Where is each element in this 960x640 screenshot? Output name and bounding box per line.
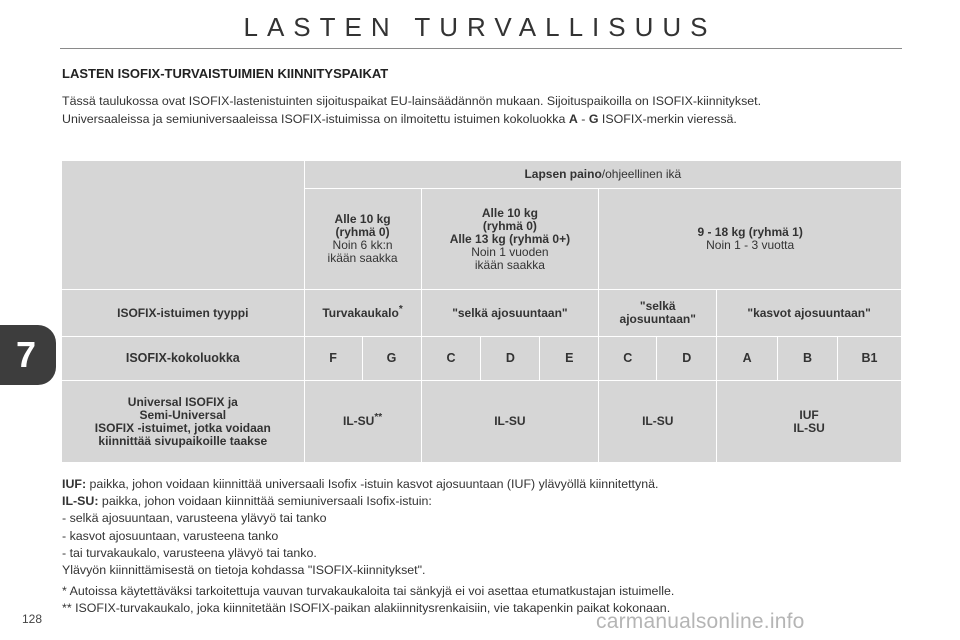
mass-group-line: 9 - 18 kg (ryhmä 1) xyxy=(697,225,803,239)
size-class-g: G xyxy=(588,112,599,126)
note-iuf xyxy=(62,476,912,493)
weight-header-cell xyxy=(304,161,901,189)
universal-cell-line: IL-SU xyxy=(793,420,825,435)
mass-group-2-cell xyxy=(599,189,902,290)
mass-group-line: Noin 1 - 3 vuotta xyxy=(706,238,795,252)
watermark: carmanualsonline.info xyxy=(596,610,805,633)
mass-group-line: Alle 10 kg xyxy=(334,212,391,226)
universal-cell-1: IL-SU xyxy=(421,381,599,463)
universal-cell-2: IL-SU xyxy=(599,381,717,463)
table-row xyxy=(62,290,902,337)
universal-cell-text: IL-SU xyxy=(342,414,375,428)
type-cell-carrycot-text: Turvakaukalo xyxy=(322,305,399,320)
mass-group-1-cell xyxy=(421,189,599,290)
class-cell: B1 xyxy=(838,337,902,381)
type-cell-rearward-1: "selkä ajosuuntaan" xyxy=(421,290,599,337)
footnote-marker: ** xyxy=(374,412,383,423)
weight-header-rest: /ohjeellinen ikä xyxy=(601,167,682,181)
table-row xyxy=(62,161,902,189)
universal-cell-3 xyxy=(717,381,902,463)
universal-cell-0 xyxy=(304,381,421,463)
class-cell: A xyxy=(717,337,778,381)
universal-cell-line: IUF xyxy=(799,407,819,422)
mass-group-line: ikään saakka xyxy=(474,257,545,272)
class-cell: F xyxy=(304,337,362,381)
type-cell-line: "selkä xyxy=(639,299,676,313)
notes-section xyxy=(62,476,912,618)
footnote-marker: * xyxy=(398,303,403,315)
class-cell: C xyxy=(599,337,657,381)
chapter-tab[interactable]: 7 xyxy=(0,325,56,385)
header-divider xyxy=(60,48,902,49)
note-bullet: - selkä ajosuuntaan, varusteena ylävyö tai tanko xyxy=(62,511,327,526)
note-iuf-text: paikka, johon voidaan kiinnittää universaali Isofix -istuin kasvot ajosuuntaan (IUF) ylävyöllä kiinnitettynä. xyxy=(86,477,659,491)
note-ilsu-label: IL-SU: xyxy=(62,494,99,509)
universal-label-line: Semi-Universal xyxy=(139,407,227,422)
mass-group-line: Noin 6 kk:n xyxy=(332,238,393,252)
universal-label-line: kiinnittää sivupaikoille taakse xyxy=(98,433,268,448)
class-cell: G xyxy=(362,337,421,381)
class-cell: E xyxy=(540,337,599,381)
footnote-1: * Autoissa käytettäväksi tarkoitettuja vauvan turvakaukaloita tai sänkyjä ei voi asettaa etumatkustajan istuimelle. xyxy=(62,584,675,599)
intro-line-2-start: Universaaleissa ja semiuniversaaleissa ISOFIX-istuimissa on ilmoitettu istuimen kokoluokka xyxy=(62,112,566,126)
intro-line-1: Tässä taulukossa ovat ISOFIX-lastenistuinten sijoituspaikat EU-lainsäädännön mukaan. Sijoituspaikoilla on ISOFIX-kiinnitykset. xyxy=(62,94,762,108)
type-cell-line: ajosuuntaan" xyxy=(619,312,696,326)
mass-group-line: (ryhmä 0) xyxy=(482,218,537,233)
mass-group-line: ikään saakka xyxy=(327,251,398,265)
universal-label-line: ISOFIX -istuimet, jotka voidaan xyxy=(94,420,271,435)
note-iuf-label: IUF: xyxy=(62,477,87,491)
mass-group-line: Alle 10 kg xyxy=(481,205,538,220)
note-bullet: - tai turvakaukalo, varusteena ylävyö tai tanko. xyxy=(62,545,317,560)
footnote-2: ** ISOFIX-turvakaukalo, joka kiinnitetään ISOFIX-paikan alakiinnitysrenkaisiin, vie takapenkin paikat kokonaan. xyxy=(62,601,671,616)
universal-row-label xyxy=(62,381,305,463)
type-row-label: ISOFIX-istuimen tyyppi xyxy=(62,290,305,337)
intro-dash: - xyxy=(577,112,589,126)
weight-header-bold: Lapsen paino xyxy=(524,167,602,181)
intro-line-2-end: ISOFIX-merkin vieressä. xyxy=(601,112,737,126)
mass-group-line: Alle 13 kg (ryhmä 0+) xyxy=(449,231,571,246)
class-row-label: ISOFIX-kokoluokka xyxy=(62,337,305,381)
mass-group-0-cell xyxy=(304,189,421,290)
type-cell-carrycot xyxy=(304,290,421,337)
isofix-table xyxy=(61,160,902,463)
table-row xyxy=(62,381,902,463)
note-bullet: - kasvot ajosuuntaan, varusteena tanko xyxy=(62,528,279,543)
note-ilsu xyxy=(62,493,912,510)
type-cell-forward: "kasvot ajosuuntaan" xyxy=(717,290,902,337)
mass-group-line: (ryhmä 0) xyxy=(335,225,390,239)
table-row xyxy=(62,337,902,381)
page-number: 128 xyxy=(22,612,43,626)
size-class-a: A xyxy=(568,112,578,126)
class-cell: D xyxy=(657,337,717,381)
universal-label-line: Universal ISOFIX ja xyxy=(127,394,238,409)
note-ilsu-text: paikka, johon voidaan kiinnittää semiuniversaali Isofix-istuin: xyxy=(98,494,432,509)
note-reference: Ylävyön kiinnittämisestä on tietoja kohdassa "ISOFIX-kiinnitykset". xyxy=(62,563,426,578)
class-cell: D xyxy=(481,337,540,381)
mass-group-line: Noin 1 vuoden xyxy=(471,244,549,259)
class-cell: B xyxy=(778,337,838,381)
page-header xyxy=(0,0,960,50)
intro-paragraph xyxy=(62,92,912,128)
class-cell: C xyxy=(421,337,481,381)
section-title: LASTEN ISOFIX-TURVAISTUIMIEN KIINNITYSPAIKAT xyxy=(62,66,389,81)
type-cell-rearward-2 xyxy=(599,290,717,337)
page-title: LASTEN TURVALLISUUS xyxy=(243,12,717,42)
empty-corner-cell xyxy=(62,161,305,290)
intro-line-2 xyxy=(62,110,912,128)
